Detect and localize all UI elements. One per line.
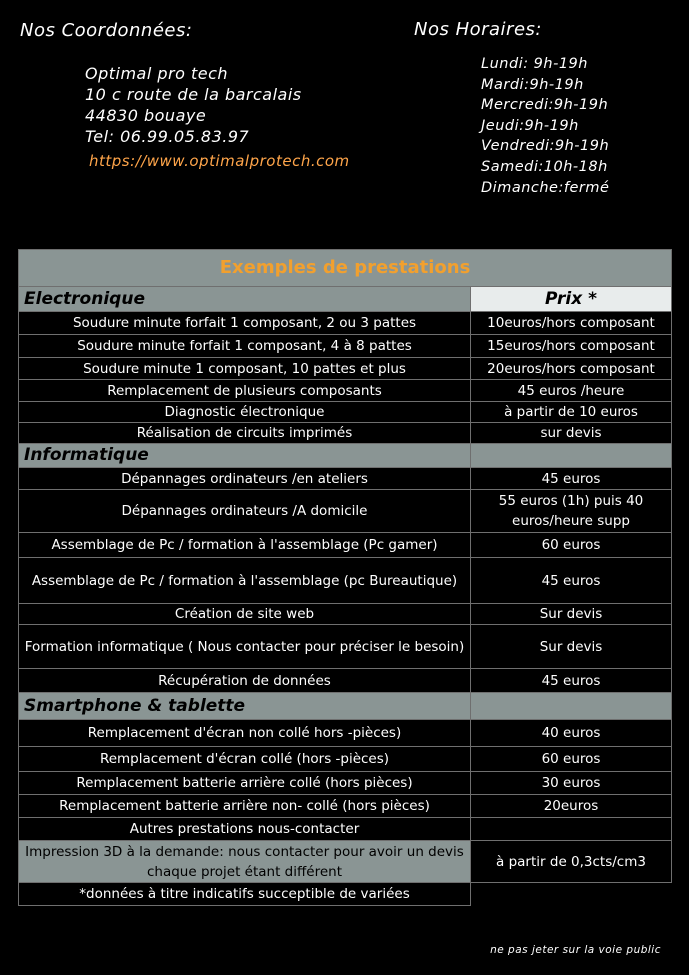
price-table (18, 249, 672, 906)
table-row-price: 45 euros (471, 558, 672, 604)
table-row-service: Assemblage de Pc / formation à l'assemblage (Pc gamer) (19, 533, 471, 558)
table-row-service: Dépannages ordinateurs /en ateliers (19, 468, 471, 490)
address-street: 10 c route de la barcalais (85, 85, 302, 104)
table-row-price: 20euros/hors composant (471, 358, 672, 380)
hours-title: Nos Horaires: (414, 19, 542, 40)
hours-monday: Lundi: 9h-19h (481, 56, 588, 72)
table-row-price: 45 euros (471, 669, 672, 693)
table-row-service: Création de site web (19, 604, 471, 625)
section-informatique: Informatique (19, 444, 471, 468)
table-row-price: 30 euros (471, 772, 672, 795)
section-smartphone: Smartphone & tablette (19, 693, 471, 720)
table-row-price: 20euros (471, 795, 672, 818)
table-row-service: Remplacement d'écran non collé hors -pièces) (19, 720, 471, 747)
table-row-price: Sur devis (471, 625, 672, 669)
footer-note: ne pas jeter sur la voie public (490, 944, 661, 956)
table-row-service: Assemblage de Pc / formation à l'assemblage (pc Bureautique) (19, 558, 471, 604)
table-row-service: Formation informatique ( Nous contacter pour préciser le besoin) (19, 625, 471, 669)
table-row-service: Remplacement batterie arrière non- collé (hors pièces) (19, 795, 471, 818)
website-link[interactable]: https://www.optimalprotech.com (89, 152, 350, 170)
hours-friday: Vendredi:9h-19h (481, 138, 610, 155)
table-row-service: Impression 3D à la demande: nous contacter pour avoir un devis chaque projet étant différent (19, 841, 471, 883)
contact-title: Nos Coordonnées: (20, 20, 193, 41)
table-row-service: Récupération de données (19, 669, 471, 693)
table-row-service: Autres prestations nous-contacter (19, 818, 471, 841)
hours-thursday: Jeudi:9h-19h (481, 117, 579, 134)
hours-sunday: Dimanche:fermé (481, 179, 610, 196)
table-row-price: 10euros/hors composant (471, 312, 672, 335)
table-row-price: 60 euros (471, 747, 672, 772)
table-row-price: 60 euros (471, 533, 672, 558)
table-row-service: Remplacement d'écran collé (hors -pièces) (19, 747, 471, 772)
company-name: Optimal pro tech (85, 64, 229, 83)
table-row-service: Dépannages ordinateurs /A domicile (19, 490, 471, 533)
table-row-service: Diagnostic électronique (19, 402, 471, 423)
table-row-price: 55 euros (1h) puis 40 euros/heure supp (471, 490, 672, 533)
table-row-price (471, 818, 672, 841)
table-row-price: 45 euros /heure (471, 380, 672, 402)
contact-block (85, 63, 302, 147)
table-row-service: Réalisation de circuits imprimés (19, 423, 471, 444)
table-row-service: Soudure minute forfait 1 composant, 4 à 8 pattes (19, 335, 471, 358)
section-electronique: Electronique (19, 287, 471, 312)
table-row-price: 45 euros (471, 468, 672, 490)
table-footnote: *données à titre indicatifs succeptible de variées (19, 883, 471, 906)
phone-number: Tel: 06.99.05.83.97 (85, 127, 250, 146)
footnote-filler (471, 883, 672, 906)
hours-list (481, 54, 609, 198)
section-filler (471, 444, 672, 468)
table-row-service: Soudure minute 1 composant, 10 pattes et plus (19, 358, 471, 380)
table-row-price: à partir de 10 euros (471, 402, 672, 423)
price-header: Prix * (471, 287, 672, 312)
table-row-service: Remplacement batterie arrière collé (hors pièces) (19, 772, 471, 795)
table-row-service: Soudure minute forfait 1 composant, 2 ou 3 pattes (19, 312, 471, 335)
table-row-price: à partir de 0,3cts/cm3 (471, 841, 672, 883)
hours-saturday: Samedi:10h-18h (481, 158, 608, 175)
address-city: 44830 bouaye (85, 106, 207, 125)
section-filler (471, 693, 672, 720)
hours-tuesday: Mardi:9h-19h (481, 76, 584, 93)
table-row-price: sur devis (471, 423, 672, 444)
table-row-price: Sur devis (471, 604, 672, 625)
table-row-price: 40 euros (471, 720, 672, 747)
table-row-price: 15euros/hors composant (471, 335, 672, 358)
table-title: Exemples de prestations (19, 250, 672, 287)
hours-wednesday: Mercredi:9h-19h (481, 97, 609, 114)
table-row-service: Remplacement de plusieurs composants (19, 380, 471, 402)
